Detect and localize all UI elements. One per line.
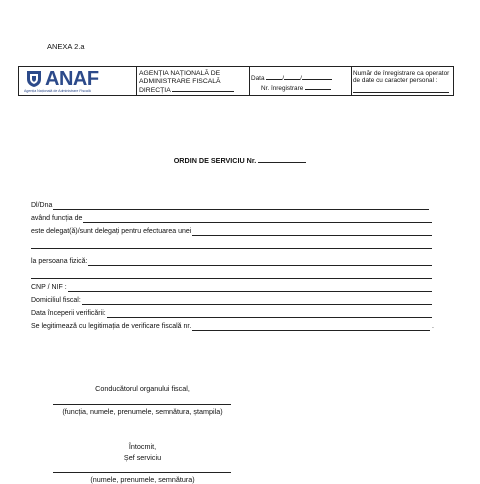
domicile-field (31, 297, 432, 305)
anaf-logo (23, 69, 135, 95)
head-signature-line[interactable] (53, 404, 231, 405)
logo-subtitle: Agenția Națională de Administrare Fiscală (24, 89, 91, 93)
person-blank-line-2[interactable] (31, 278, 432, 279)
agency-line-1: AGENȚIA NAȚIONALĂ DE (139, 70, 221, 77)
cnp-blank[interactable] (68, 285, 432, 292)
head-title: Conducătorul organului fiscal, (95, 384, 190, 393)
document-title (0, 156, 480, 165)
shield-icon (26, 70, 42, 88)
id-card-field: Se legitimează cu legitimația de verificare fiscală nr. . (31, 323, 434, 330)
name-label: Dl/Dna (31, 202, 53, 209)
id-card-blank[interactable] (192, 324, 430, 331)
operator-reg-line-1: Număr de înregistrare ca operator (353, 70, 450, 77)
domicile-blank[interactable] (82, 298, 432, 305)
start-date-blank[interactable] (107, 311, 432, 318)
annex-label: ANEXA 2.a (47, 42, 85, 51)
start-date-label: Data începerii verificării: (31, 310, 106, 317)
agency-line-3 (139, 85, 249, 95)
reg-no-label: Nr. înregistrare (261, 85, 304, 92)
name-field (31, 202, 429, 210)
person-label: la persoana fizică: (31, 258, 88, 265)
function-blank[interactable] (83, 216, 432, 223)
cnp-label: CNP / NIF : (31, 284, 67, 291)
delegated-field (31, 228, 432, 236)
operator-reg-cell (353, 70, 453, 98)
logo-wordmark: ANAF (45, 68, 99, 90)
chief-label: Șef serviciu (123, 453, 162, 462)
direction-blank[interactable] (172, 85, 234, 92)
agency-cell (139, 70, 249, 98)
date-cell (251, 73, 349, 101)
chief-signature-line[interactable] (53, 472, 231, 473)
person-blank[interactable] (88, 259, 432, 266)
date-month-blank[interactable] (284, 73, 300, 80)
date-row: Data / / (251, 73, 349, 83)
delegated-blank[interactable] (192, 229, 432, 236)
drafted-label: Întocmit, (128, 442, 157, 451)
start-date-field (31, 310, 432, 318)
delegated-blank-line-2[interactable] (31, 248, 432, 249)
operator-reg-blank[interactable] (353, 86, 449, 93)
function-label: având funcția de (31, 215, 83, 222)
operator-reg-line-2: de date cu caracter personal : (353, 77, 438, 85)
chief-caption: (numele, prenumele, semnătura) (90, 475, 195, 484)
reg-no-blank[interactable] (305, 83, 331, 90)
agency-direction-label: DIRECȚIA (139, 87, 171, 95)
date-day-blank[interactable] (266, 73, 282, 80)
cnp-field (31, 284, 432, 292)
id-card-label: Se legitimează cu legitimația de verificare fiscală nr. (31, 323, 192, 330)
domicile-label: Domiciliul fiscal: (31, 297, 81, 304)
delegated-label: este delegat(ă)/sunt delegați pentru efectuarea unei (31, 228, 192, 235)
function-field (31, 215, 432, 223)
head-caption: (funcția, numele, prenumele, semnătura, ștampila) (62, 407, 223, 416)
date-label: Data (251, 75, 265, 82)
date-year-blank[interactable] (302, 73, 332, 80)
title-text: ORDIN DE SERVICIU Nr. (173, 156, 257, 165)
person-field (31, 258, 432, 266)
order-number-blank[interactable] (258, 156, 306, 163)
header-table (18, 66, 454, 96)
agency-line-2: ADMINISTRARE FISCALĂ (139, 77, 221, 85)
name-blank[interactable] (53, 203, 429, 210)
reg-no-row (251, 83, 349, 93)
